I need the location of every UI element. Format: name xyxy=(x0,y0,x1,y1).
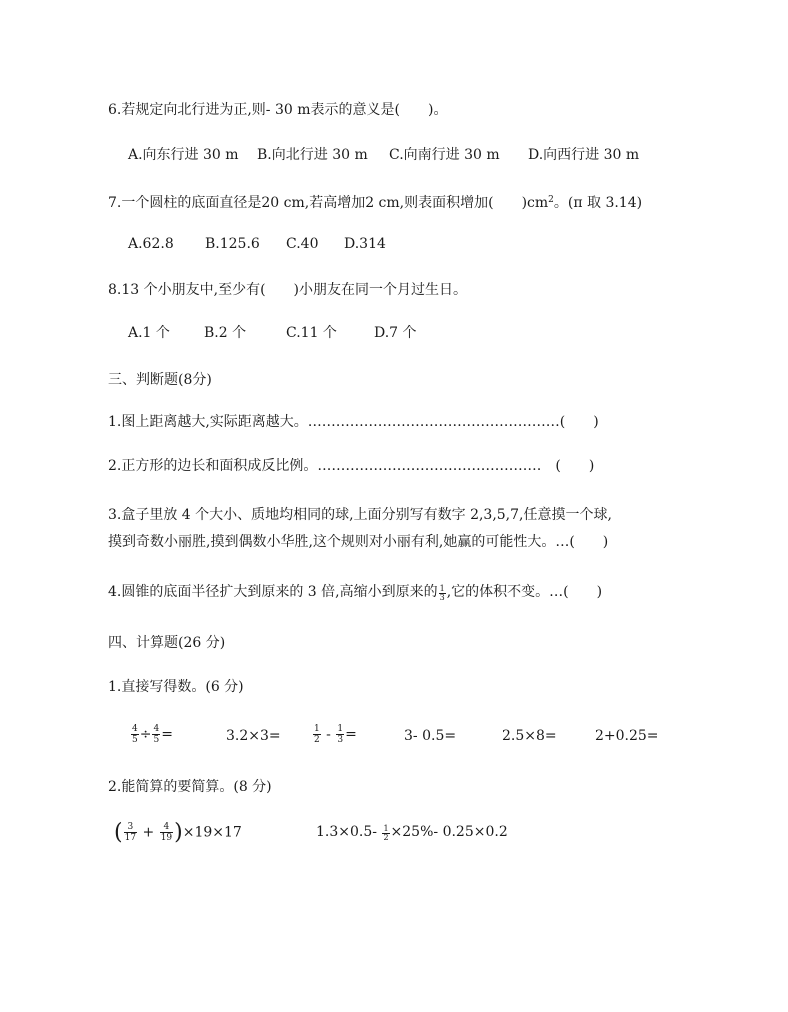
judge-item-1: 1.图上距离越大,实际距离越大。………………………………………………( ) xyxy=(108,414,599,430)
fraction: $\frac{1}{3}$ xyxy=(337,724,344,745)
question-6-option-c: C.向南行进 30 m xyxy=(389,147,500,163)
fraction: $\frac{1}{2}$ xyxy=(314,724,320,745)
fraction: $\frac{4}{5}$ xyxy=(153,724,160,745)
direct-calc-3: $\frac{1}{2}$ - $\frac{1}{3}$ = xyxy=(314,724,357,745)
question-8-option-d: D.7 个 xyxy=(374,325,417,341)
question-8-option-b: B.2 个 xyxy=(204,325,247,341)
fraction: $\frac{3}{17}$ xyxy=(124,822,137,843)
question-8-stem: 8.13 个小朋友中,至少有( )小朋友在同一个月过生日。 xyxy=(108,282,467,298)
judge-item-3-line-1: 3.盒子里放 4 个大小、质地均相同的球,上面分别写有数字 2,3,5,7,任意摸一个球, xyxy=(108,507,612,523)
question-8-option-a: A.1 个 xyxy=(128,325,170,341)
question-6-option-a: A.向东行进 30 m xyxy=(128,147,239,163)
direct-calc-4: 3- 0.5= xyxy=(404,728,457,744)
section-4-title: 四、计算题(26 分) xyxy=(108,635,226,651)
fraction: $\frac{4}{5}$ xyxy=(132,724,138,745)
simplify-calc-1: ( $\frac{3}{17}$ + $\frac{4}{19}$ )×19×17 xyxy=(114,820,242,845)
question-6-option-b: B.向北行进 30 m xyxy=(257,147,368,163)
fraction: $\frac{4}{19}$ xyxy=(160,822,173,843)
judge-item-2: 2.正方形的边长和面积成反比例。………………………………………… ( ) xyxy=(108,458,595,474)
section-3-title: 三、判断题(8分) xyxy=(108,372,212,388)
judge-item-4 xyxy=(108,582,602,602)
question-7-option-a: A.62.8 xyxy=(128,236,174,252)
judge-item-4-tail: ,它的体积不变。…( ) xyxy=(446,584,603,600)
question-6-option-d: D.向西行进 30 m xyxy=(528,147,640,163)
left-paren: ( xyxy=(114,820,123,845)
question-7-stem-text: 7.一个圆柱的底面直径是20 cm,若高增加2 cm,则表面积增加( )cm xyxy=(108,195,549,211)
calc-part-1-title: 1.直接写得数。(6 分) xyxy=(108,679,244,695)
question-7-option-d: D.314 xyxy=(344,236,386,252)
question-7-superscript: 2 xyxy=(548,195,554,205)
right-paren: ) xyxy=(174,820,183,845)
direct-calc-6: 2+0.25= xyxy=(595,728,659,744)
judge-item-4-text: 4.圆锥的底面半径扩大到原来的 3 倍,高缩小到原来的 xyxy=(108,584,438,600)
question-6-stem: 6.若规定向北行进为正,则- 30 m表示的意义是( )。 xyxy=(108,102,448,118)
simplify-calc-2: 1.3×0.5- $\frac{1}{2}$ ×25%- 0.25×0.2 xyxy=(316,824,508,842)
question-7-stem-tail: 。(π 取 3.14) xyxy=(553,195,643,211)
direct-calc-5: 2.5×8= xyxy=(502,728,557,744)
direct-calc-2: 3.2×3= xyxy=(226,728,281,744)
judge-item-3-line-2: 摸到奇数小丽胜,摸到偶数小华胜,这个规则对小丽有利,她赢的可能性大。…( ) xyxy=(108,534,609,550)
direct-calc-1: $\frac{4}{5}$ ÷ $\frac{4}{5}$ = xyxy=(132,724,173,745)
question-7-option-b: B.125.6 xyxy=(205,236,260,252)
fraction: $\frac{1}{2}$ xyxy=(383,824,389,842)
fraction-one-third: $\frac{1}{3}$ xyxy=(439,584,445,602)
calc-part-2-title: 2.能简算的要简算。(8 分) xyxy=(108,779,272,795)
question-7-stem xyxy=(108,190,642,213)
question-7-option-c: C.40 xyxy=(286,236,319,252)
question-8-option-c: C.11 个 xyxy=(286,325,337,341)
